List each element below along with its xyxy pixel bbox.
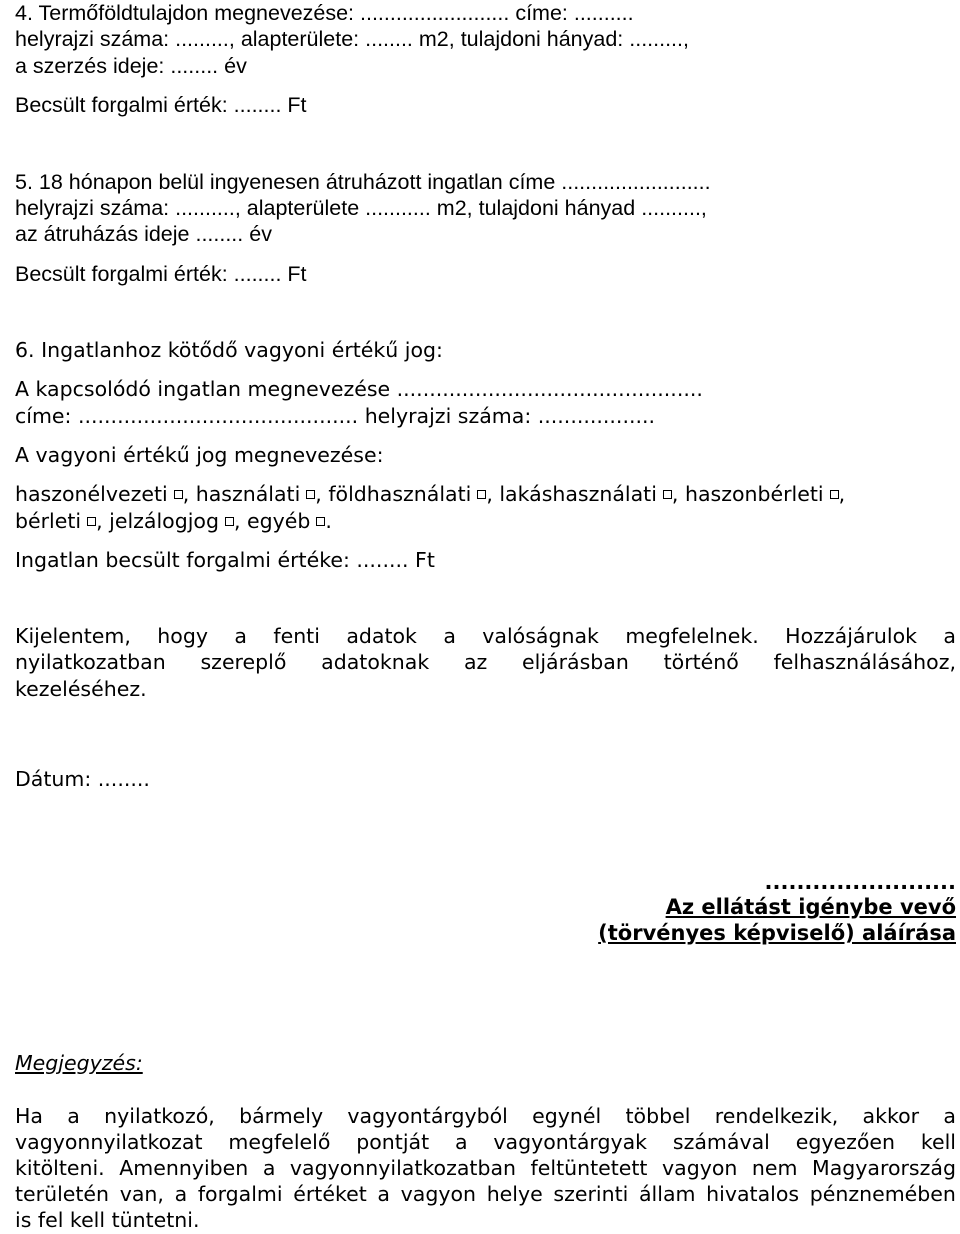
word: valóságnak (482, 624, 599, 648)
word: történő (663, 650, 739, 674)
word: szereplő (200, 650, 287, 674)
word: megfelelő (228, 1130, 331, 1154)
word: a (943, 624, 956, 648)
word: Ha (15, 1104, 43, 1128)
word: vagyonnyilatkozat (15, 1130, 203, 1154)
section5-line1: 5. 18 hónapon belül ingyenesen átruházott ingatlan címe ......................... (15, 170, 711, 194)
checkbox-foldhasznalati[interactable] (477, 490, 486, 499)
word: az (463, 650, 488, 674)
signature-dots: ........................ (764, 870, 956, 894)
word: Hozzájárulok (785, 624, 917, 648)
rights-row-1 (15, 481, 956, 508)
word: többel (625, 1104, 691, 1128)
word: Amennyiben (119, 1156, 249, 1180)
section5-line4: Becsült forgalmi érték: ........ Ft (15, 262, 307, 286)
word: Kijelentem, (15, 624, 131, 648)
word: a (174, 1182, 188, 1206)
declaration-line1 (15, 623, 956, 650)
section6-line3: A vagyoni értékű jog megnevezése: (15, 443, 384, 467)
word: szerinti (553, 1182, 629, 1206)
word: adatoknak (321, 650, 430, 674)
word: forgalmi (197, 1182, 283, 1206)
word: pénznemében (809, 1182, 956, 1206)
word: vagyontárgyak (493, 1130, 648, 1154)
checkbox-hasznalati[interactable] (306, 490, 315, 499)
right-haszonelvezeti: haszonélvezeti , használati , földhasználati , lakáshasználati , haszonbérleti , (15, 482, 846, 506)
word: helye (486, 1182, 543, 1206)
word: van, (119, 1182, 164, 1206)
word: területén (15, 1182, 110, 1206)
word: akkor (862, 1104, 920, 1128)
section4-line2: helyrajzi száma: ........., alapterülete: ........ m2, tulajdoni hányad: ........., (15, 27, 689, 51)
section6-line1: A kapcsolódó ingatlan megnevezése ............................................... (15, 377, 703, 401)
word: a (443, 624, 456, 648)
checkbox-haszonelvezeti[interactable] (174, 490, 183, 499)
word: számával (672, 1130, 770, 1154)
section4-line3: a szerzés ideje: ........ év (15, 54, 247, 78)
checkbox-haszonberleti[interactable] (830, 490, 839, 499)
word: a (234, 624, 247, 648)
signature-line2: (törvényes képviselő) aláírása (598, 921, 956, 945)
word: vagyon (400, 1182, 477, 1206)
checkbox-jelzalogjog[interactable] (225, 517, 234, 526)
word: a (377, 1182, 390, 1206)
section6-title: 6. Ingatlanhoz kötődő vagyoni értékű jog: (15, 338, 443, 362)
declaration-line2 (15, 649, 956, 676)
word: kell (920, 1130, 956, 1154)
word: a (943, 1104, 956, 1128)
word: egynél (532, 1104, 602, 1128)
word: nyilatkozatban (15, 650, 166, 674)
word: megfelelnek. (625, 624, 759, 648)
signature-line1: Az ellátást igénybe vevő (665, 895, 956, 919)
word: értéket (293, 1182, 367, 1206)
note-line3 (15, 1155, 956, 1182)
section5-line2: helyrajzi száma: .........., alapterülete ........... m2, tulajdoni hányad .........., (15, 196, 707, 220)
checkbox-berleti[interactable] (87, 517, 96, 526)
rights-row-2: bérleti , jelzálogjog , egyéb . (15, 509, 332, 533)
checkbox-lakashasznalati[interactable] (663, 490, 672, 499)
word: feltüntetett (530, 1156, 648, 1180)
right-jelzalogjog-label: , jelzálogjog (96, 509, 219, 533)
note-line1 (15, 1103, 956, 1130)
word: vagyontárgyból (347, 1104, 508, 1128)
word: adatok (346, 624, 417, 648)
word: vagyonnyilatkozatban (289, 1156, 517, 1180)
declaration-line3: kezeléséhez. (15, 677, 147, 701)
word: kitölteni. (15, 1156, 105, 1180)
section6-line2: címe: ........................................... helyrajzi száma: .................. (15, 404, 656, 428)
right-egyeb-label: , egyéb (233, 509, 311, 533)
section4-line4: Becsült forgalmi érték: ........ Ft (15, 93, 307, 117)
word: vagyon (662, 1156, 738, 1180)
word: felhasználásához, (773, 650, 956, 674)
word: állam (638, 1182, 696, 1206)
word: Magyarország (812, 1156, 956, 1180)
word: egyezően (795, 1130, 895, 1154)
word: a (67, 1104, 80, 1128)
note-line5: is fel kell tüntetni. (15, 1208, 200, 1232)
note-title: Megjegyzés: (15, 1051, 143, 1075)
word: hivatalos (706, 1182, 800, 1206)
word: bármely (239, 1104, 324, 1128)
word: pontját (356, 1130, 430, 1154)
note-line4 (15, 1181, 956, 1208)
section5-line3: az átruházás ideje ........ év (15, 222, 272, 246)
note-line2 (15, 1129, 956, 1156)
right-berleti-label: bérleti (15, 509, 82, 533)
word: fenti (273, 624, 320, 648)
section6-value: Ingatlan becsült forgalmi értéke: ........ Ft (15, 548, 435, 572)
section4-line1: 4. Termőföldtulajdon megnevezése: ......................... címe: .......... (15, 1, 634, 25)
word: a (262, 1156, 276, 1180)
word: nem (751, 1156, 798, 1180)
word: hogy (157, 624, 208, 648)
word: a (455, 1130, 468, 1154)
word: nyilatkozó, (104, 1104, 215, 1128)
date-field: Dátum: ........ (15, 767, 150, 791)
word: eljárásban (522, 650, 629, 674)
word: rendelkezik, (714, 1104, 839, 1128)
